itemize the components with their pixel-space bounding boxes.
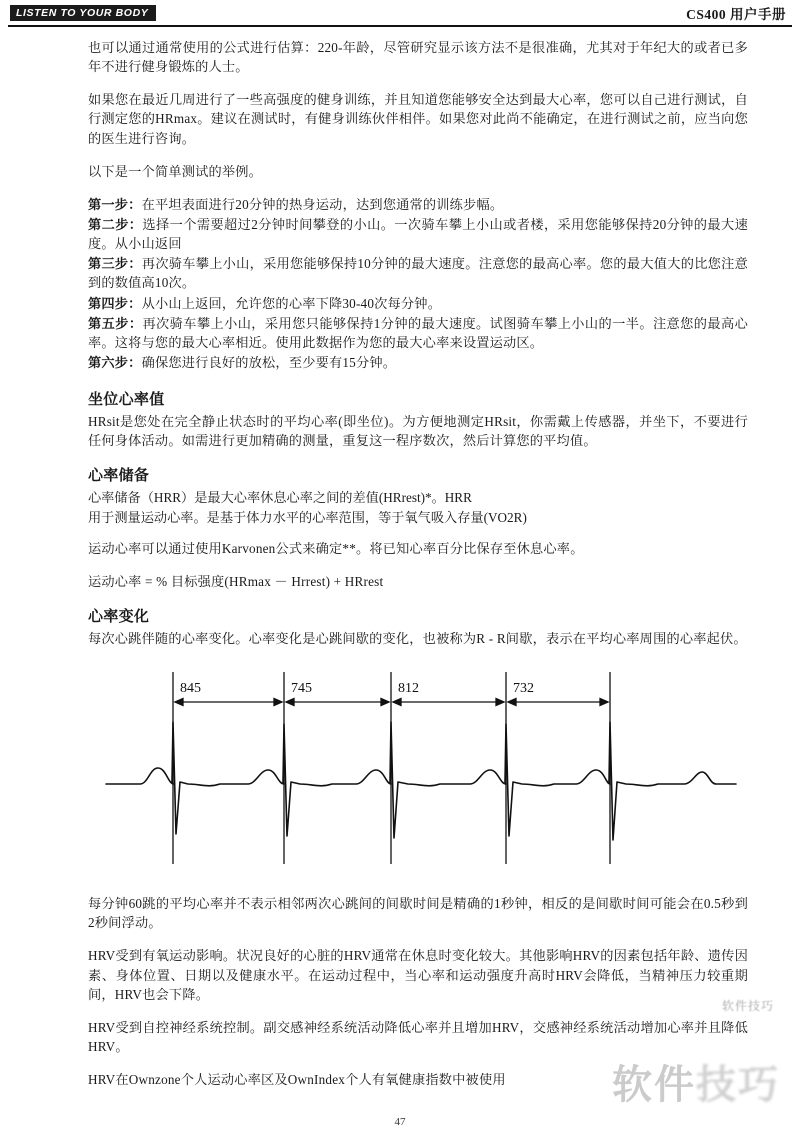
step-label: 第五步： — [88, 315, 143, 331]
list-item — [88, 215, 748, 253]
step-text: 选择一个需要超过2分钟时间攀登的小山。一次骑车攀上小山或者楼，采用您能够保持20分钟的最大速度。从小山返回 — [88, 216, 748, 252]
formula-exercise-hr: 运动心率 = % 目标强度(HRmax － Hrrest) + HRrest — [88, 573, 384, 589]
manual-title: CS400 用户手册 — [686, 7, 786, 22]
section-heading-sitting-hr: 坐位心率值 — [88, 392, 165, 409]
hr-reserve-definition — [88, 488, 748, 526]
step-text: 从小山上返回，允许您的心率下降30-40次每分钟。 — [141, 295, 442, 311]
hr-reserve-line-2: 用于测量运动心率。是基于体力水平的心率范围，等于氧气吸入存量(VO2R) — [88, 509, 527, 525]
hr-reserve-line-1: 心率储备（HRR）是最大心率休息心率之间的差值(HRrest)*。HRR — [88, 490, 472, 506]
ecg-trace — [106, 722, 736, 840]
step-text: 再次骑车攀上小山，采用您能够保持10分钟的最大速度。注意您的最高心率。您的最大值大的比您注意到的数值高10次。 — [88, 256, 748, 291]
step-label: 第二步： — [88, 216, 143, 232]
step-label: 第一步： — [88, 196, 142, 212]
paragraph-hrv-intro: 每次心跳伴随的心率变化。心率变化是心跳间歇的变化，也被称为R - R间歇，表示在平均心率周围的心率起伏。 — [88, 630, 747, 646]
page-header — [0, 0, 800, 26]
step-text: 确保您进行良好的放松，至少要有15分钟。 — [141, 354, 397, 370]
paragraph-karvonen: 运动心率可以通过使用Karvonen公式来确定**。将已知心率百分比保存至休息心率。 — [88, 540, 584, 556]
watermark-secondary: 软件技巧 — [721, 999, 774, 1013]
rr-interval-label: 745 — [291, 681, 312, 697]
ecg-rr-interval-figure — [88, 664, 748, 884]
list-item — [88, 314, 748, 352]
test-steps-list — [88, 195, 748, 372]
list-item — [88, 294, 748, 313]
rr-interval-label: 732 — [513, 681, 534, 697]
section-heading-hr-reserve: 心率储备 — [88, 468, 150, 485]
list-item — [88, 353, 748, 372]
brand-tag: LISTEN TO YOUR BODY — [10, 5, 156, 22]
rr-interval-label: 845 — [180, 681, 201, 697]
page-number: 47 — [394, 1116, 406, 1128]
paragraph-hrv-aerobic: HRV受到有氧运动影响。状况良好的心脏的HRV通常在休息时变化较大。其他影响HRV的因素包括年龄、遗传因素、身体位置、日期以及健康水平。在运动过程中，当心率和运动强度升高时HRV会降低，当精神压力较重期间，HRV也会下降。 — [88, 948, 748, 1002]
header-divider — [8, 25, 792, 27]
paragraph-test-intro: 以下是一个简单测试的举例。 — [88, 163, 263, 179]
step-label: 第六步： — [88, 354, 142, 370]
list-item — [88, 254, 748, 292]
step-text: 在平坦表面进行20分钟的热身运动，达到您通常的训练步幅。 — [141, 196, 504, 212]
ecg-waveform-svg — [88, 664, 748, 884]
paragraph-self-test: 如果您在最近几周进行了一些高强度的健身训练，并且知道您能够安全达到最大心率，您可以自己进行测试，自行测定您的HRmax。建议在测试时，有健身训练伙伴相伴。如果您对此尚不能确定，在进行测试之前，应当向您的医生进行咨询。 — [88, 92, 748, 146]
step-label: 第三步： — [88, 256, 142, 272]
paragraph-hrv-ownzone: HRV在Ownzone个人运动心率区及OwnIndex个人有氧健康指数中被使用 — [88, 1072, 506, 1088]
paragraph-hrv-60bpm: 每分钟60跳的平均心率并不表示相邻两次心跳间的间歇时间是精确的1秒钟，相反的是间歇时间可能会在0.5秒到2秒间浮动。 — [88, 896, 748, 931]
rr-interval-label: 812 — [398, 681, 419, 697]
watermark-main: 软件技巧 — [612, 1063, 780, 1107]
step-label: 第四步： — [88, 295, 142, 311]
paragraph-hrv-autonomic: HRV受到自控神经系统控制。副交感神经系统活动降低心率并且增加HRV，交感神经系统活动增加心率并且降低HRV。 — [88, 1019, 748, 1054]
paragraph-sitting-hr: HRsit是您处在完全静止状态时的平均心率(即坐位)。为方便地测定HRsit，你需戴上传感器，并坐下，不要进行任何身体活动。如需进行更加精确的测量，重复这一程序数次，然后计算您的平均值。 — [88, 414, 748, 449]
paragraph-formula-estimate: 也可以通过通常使用的公式进行估算：220-年龄，尽管研究显示该方法不是很准确，尤其对于年纪大的或者已多年不进行健身锻炼的人士。 — [88, 40, 748, 75]
step-text: 再次骑车攀上小山，采用您只能够保持1分钟的最大速度。试图骑车攀上小山的一半。注意您的最高心率。这将与您的最大心率相近。使用此数据作为您的最大心率来设置运动区。 — [88, 315, 748, 350]
section-heading-hrv: 心率变化 — [88, 608, 150, 625]
list-item — [88, 195, 748, 214]
page-content — [88, 38, 748, 1103]
